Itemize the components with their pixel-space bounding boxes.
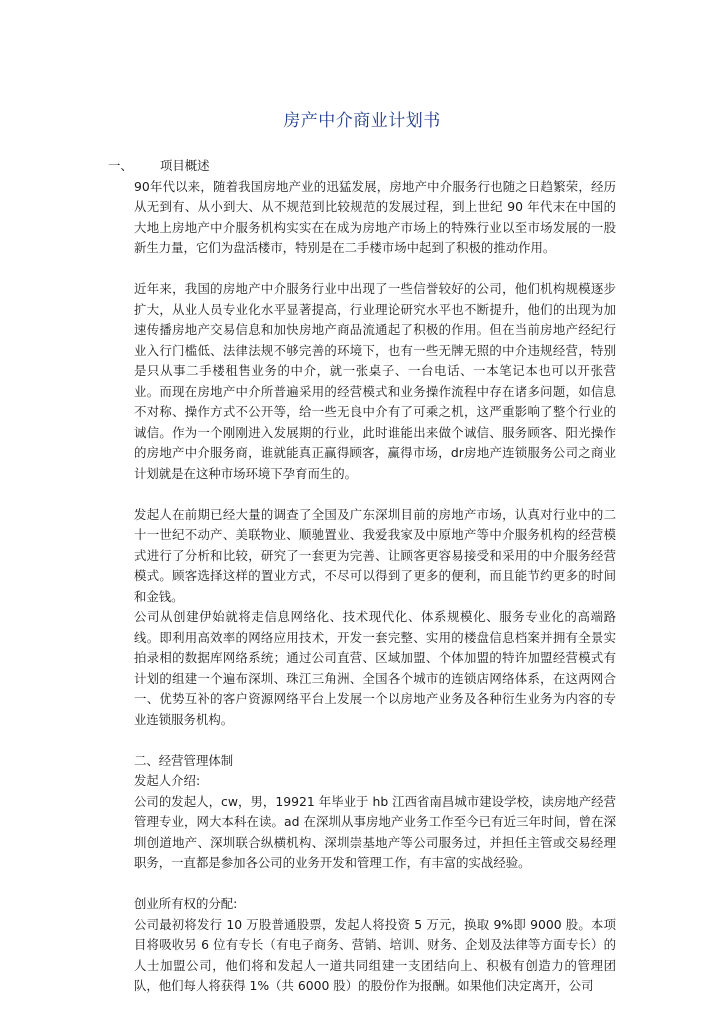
ownership-label: 创业所有权的分配: [134, 896, 238, 911]
paragraph: 公司最初将发行 10 万股普通股票，发起人将投资 5 万元，换取 9%即 9000 股。本项目将吸收另 6 位有专长（有电子商务、营销、培训、财务、企划及法律等方面专长）的人士加盟公司，他们将和发起人一道共同组建一支团结向上、积极有创造力的管理团队，他们每人将获得 1%（共 6000 股）的股份作为报酬。如果他们决定离开，公司 [134, 916, 616, 993]
paragraph: 公司的发起人，cw，男，19921 年毕业于 hb 江西省南昌城市建设学校，读房地产经营管理专业，网大本科在读。ad 在深圳从事房地产业务工作至今已有近三年时间，曾在深圳创道地产、深圳联合纵横机构、深圳崇基地产等公司服务过，并担任主管或交易经理职务，一直都是参加各公司的业务开发和管理工作，有丰富的实战经验。 [134, 793, 616, 870]
paragraph: 发起人在前期已经大量的调查了全国及广东深圳目前的房地产市场，认真对行业中的二十一世纪不动产、美联物业、顺驰置业、我爱我家及中原地产等中介服务机构的经营模式进行了分析和比较，研究了一套更为完善、让顾客更容易接受和采用的中介服务经营模式。顾客选择这样的置业方式，不尽可以得到了更多的便利，而且能节约更多的时间和金钱。 [134, 506, 616, 604]
paragraph: 近年来，我国的房地产中介服务行业中出现了一些信誉较好的公司，他们机构规模逐步扩大，从业人员专业化水平显著提高，行业理论研究水平也不断提升，他们的出现为加速传播房地产交易信息和加快房地产商品流通起了积极的作用。但在当前房地产经纪行业入行门槛低、法律法规不够完善的环境下，也有一些无牌无照的中介违规经营，特别是只从事二手楼租售业务的中介，就一张桌子、一台电话、一本笔记本也可以开张营业。而现在房地产中介所普遍采用的经营模式和业务操作流程中存在诸多问题，如信息不对称、操作方式不公开等，给一些无良中介有了可乘之机，这严重影响了整个行业的诚信。作为一个刚刚进入发展期的行业，此时谁能出来做个诚信、服务顾客、阳光操作的房地产中介服务商，谁就能真正赢得顾客，赢得市场，dr房地产连锁服务公司之商业计划就是在这种市场环境下孕育而生的。 [134, 281, 616, 481]
section-1-number: 一、 [108, 158, 133, 173]
section-2-heading: 二、经营管理体制 [134, 752, 234, 768]
document-title: 房产中介商业计划书 [283, 111, 441, 131]
section-1-heading: 项目概述 [160, 158, 210, 173]
document-body [134, 156, 616, 997]
paragraph: 公司从创建伊始就将走信息网络化、技术现代化、体系规模化、服务专业化的高端路线。即利用高效率的网络应用技术，开发一套完整、实用的楼盘信息档案并拥有全景实拍录相的数据库网络系统；通过公司直营、区域加盟、个体加盟的特许加盟经营模式有计划的组建一个遍布深圳、珠江三角洲、全国各个城市的连锁店网络体系，在这两网合一、优势互补的客户资源网络平台上发展一个以房地产业务及各种衍生业务为内容的专业连锁服务机构。 [134, 609, 616, 727]
founder-label: 发起人介绍: [134, 773, 201, 788]
paragraph: 90年代以来，随着我国房地产业的迅猛发展，房地产中介服务行也随之日趋繁荣，经历从无到有、从小到大、从不规范到比较规范的发展过程，到上世纪 90 年代末在中国的大地上房地产中介服务机构实实在在成为房地产市场上的特殊行业以至市场发展的一股新生力量，它们为盘活楼市，特别是在二手楼市场中起到了积极的推动作用。 [134, 178, 616, 255]
